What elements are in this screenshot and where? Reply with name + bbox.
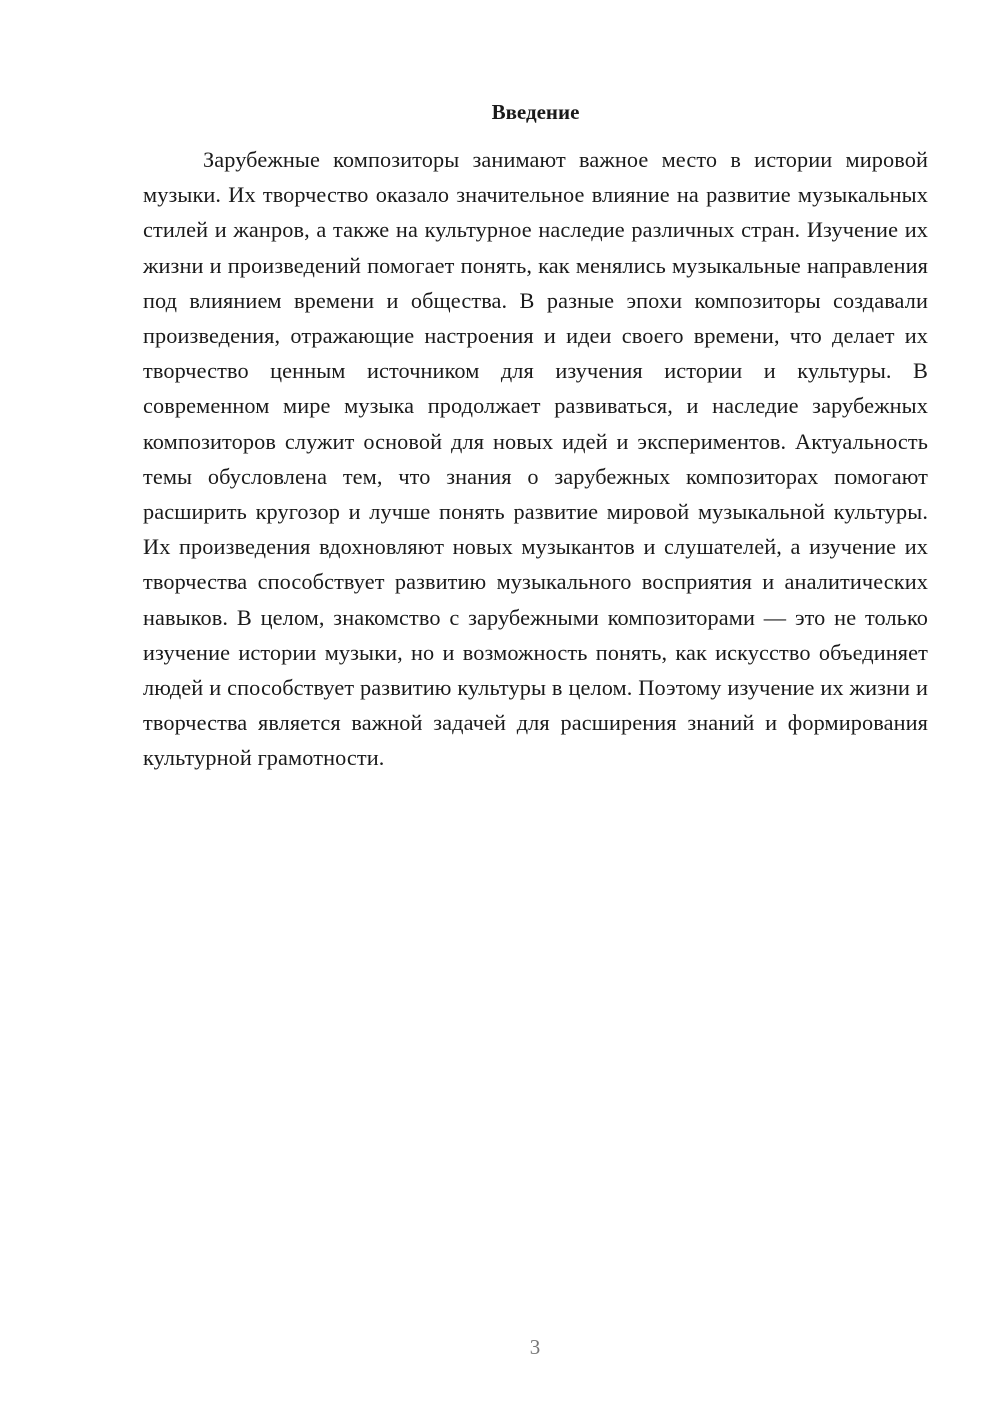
- section-heading: Введение: [491, 100, 580, 124]
- page-number: 3: [529, 1335, 541, 1359]
- body-paragraph: Зарубежные композиторы занимают важное место в истории мировой музыки. Их творчество оказало значительное влияние на развитие музыкальных стилей и жанров, а также на культурное наследие различных стран. Изучение их жизни и произведений помогает понять, как менялись музыкальные направления под влиянием времени и общества. В разные эпохи композиторы создавали произведения, отражающие настроения и идеи своего времени, что делает их творчество ценным источником для изучения истории и культуры. В современном мире музыка продолжает развиваться, и наследие зарубежных композиторов служит основой для новых идей и экспериментов. Актуальность темы обусловлена тем, что знания о зарубежных композиторах помогают расширить кругозор и лучше понять развитие мировой музыкальной культуры. Их произведения вдохновляют новых музыкантов и слушателей, а изучение их творчества способствует развитию музыкального восприятия и аналитических навыков. В целом, знакомство с зарубежными композиторами — это не только изучение истории музыки, но и возможность понять, как искусство объединяет людей и способствует развитию культуры в целом. Поэтому изучение их жизни и творчества является важной задачей для расширения знаний и формирования культурной грамотности.: [143, 147, 928, 771]
